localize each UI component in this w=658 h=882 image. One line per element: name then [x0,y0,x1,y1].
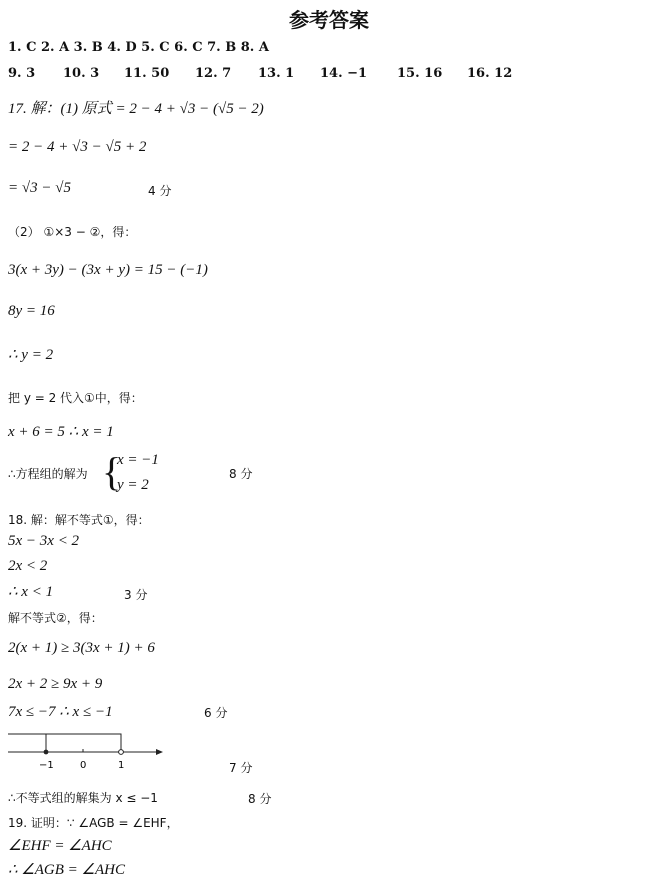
q18-line-3: 2x < 2 [8,558,48,574]
tick-label-0: 0 [80,760,87,771]
fill-answer-15: 15. 16 [397,66,443,81]
closed-dot-minus-1 [44,750,49,755]
fill-answer-11: 11. 50 [124,66,170,81]
tick-label-minus-1: −1 [39,760,54,771]
number-line [6,728,166,772]
q18-line-2: 5x − 3x < 2 [8,533,80,549]
q18-line-8: 7x ≤ −7 ∴ x ≤ −1 [8,704,113,720]
q18-line-4: ∴ x < 1 [8,584,54,600]
multiple-choice-answers: 1. C 2. A 3. B 4. D 5. C 6. C 7. B 8. A [8,40,269,55]
tick-label-1: 1 [118,760,125,771]
q17-line-10: ∴方程组的解为 [8,467,88,481]
q17-line-5: 3(x + 3y) − (3x + y) = 15 − (−1) [8,262,208,278]
q17-line-2: = 2 − 4 + √3 − √5 + 2 [8,139,147,155]
q17-line-7: ∴ y = 2 [8,347,54,363]
q17-line-4: （2） ①×3 − ②，得： [8,225,137,239]
q17-line-9: x + 6 = 5 ∴ x = 1 [8,424,114,440]
fill-answer-10: 10. 3 [63,66,100,81]
q17-line-1: 17. 解：(1) 原式 = 2 − 4 + √3 − (√5 − 2) [8,101,264,117]
q18-line-1: 18. 解：解不等式①，得： [8,513,150,527]
fill-answer-13: 13. 1 [258,66,295,81]
q18-line-9: ∴不等式组的解集为 x ≤ −1 [8,791,158,805]
fill-answer-12: 12. 7 [195,66,232,81]
axis-arrow [156,749,163,755]
fill-answer-14: 14. −1 [320,66,368,81]
system-solution-x: x = −1 [117,452,159,468]
fill-answer-9: 9. 3 [8,66,36,81]
fill-answer-16: 16. 12 [467,66,513,81]
q17-line-6: 8y = 16 [8,303,55,319]
q17-line-8: 把 y = 2 代入①中，得： [8,391,143,405]
q18-line-6: 2(x + 1) ≥ 3(3x + 1) + 6 [8,640,155,656]
q19-line-3: ∴ ∠AGB = ∠AHC [8,862,125,878]
solution-ray-left [8,734,46,752]
q18-score-3: 7 分 [229,761,253,775]
q18-score-1: 3 分 [124,588,148,602]
q17-score-1: 4 分 [148,184,172,198]
q18-line-5: 解不等式②，得： [8,611,103,625]
q17-line-3: = √3 − √5 [8,180,71,196]
q18-score-2: 6 分 [204,706,228,720]
q18-score-4: 8 分 [248,792,272,806]
q19-line-1: 19. 证明：∵ ∠AGB = ∠EHF， [8,816,179,830]
q19-line-2: ∠EHF = ∠AHC [8,838,112,854]
q17-score-2: 8 分 [229,467,253,481]
q18-line-7: 2x + 2 ≥ 9x + 9 [8,676,103,692]
brace-symbol: { [102,449,122,494]
open-dot-1 [119,750,124,755]
page-title: 参考答案 [289,8,369,32]
system-solution-y: y = 2 [117,477,149,493]
